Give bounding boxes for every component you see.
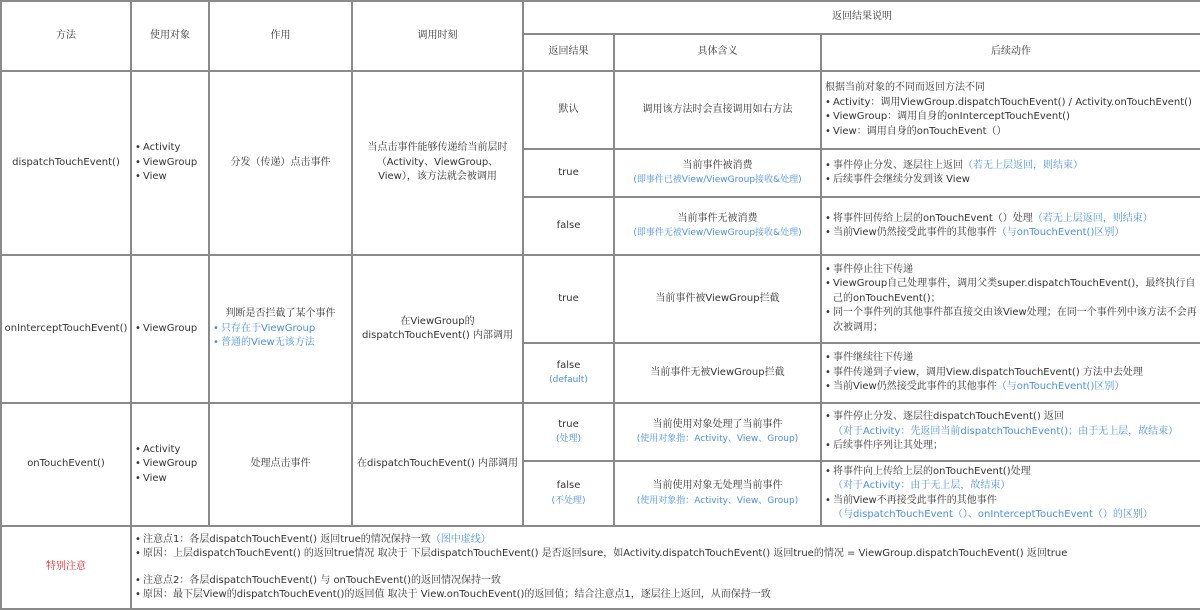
target-cell bbox=[131, 403, 209, 526]
action-item: • View：调用自身的onTouchEvent（） bbox=[825, 125, 1197, 140]
action-item: • 后续事件会继续分发到该 View bbox=[825, 173, 1197, 188]
call-time-cell: 在ViewGroup的dispatchTouchEvent() 内部调用 bbox=[352, 255, 523, 403]
note-item: • 注意点2：各层dispatchTouchEvent() 与 onTouchEvent()的返回情况保持一致 bbox=[135, 574, 1197, 589]
return-value-cell: true bbox=[523, 255, 614, 343]
note-item: • 原因：上层dispatchTouchEvent() 的返回true情况 取决于 下层dispatchTouchEvent() 是否返回sure，如Activity.dispatchTouchEvent() 返回true的情况 = ViewGroup.dispatchTouchEvent() 返回true bbox=[135, 547, 1197, 562]
meaning-cell bbox=[614, 197, 821, 255]
return-value-cell: false bbox=[523, 197, 614, 255]
call-time-cell: 在dispatchTouchEvent() 内部调用 bbox=[352, 403, 523, 526]
return-value-cell bbox=[523, 343, 614, 403]
action-item: • 当前View仍然接受此事件的其他事件（与onTouchEvent()区别） bbox=[825, 226, 1197, 241]
action-item: • 当前View仍然接受此事件的其他事件（与onTouchEvent()区别） bbox=[825, 380, 1197, 395]
target-item: • ViewGroup bbox=[135, 457, 205, 472]
note-item: • 注意点1：各层dispatchTouchEvent() 返回true的情况保持一致（图中虚线） bbox=[135, 533, 1197, 548]
meaning-note: (使用对象指：Activity、View、Group) bbox=[636, 495, 799, 506]
meaning-cell: 调用该方法时会直接调用如右方法 bbox=[614, 71, 821, 149]
meaning-note: (即事件已被View/ViewGroup接收&处理) bbox=[633, 175, 802, 185]
action-item: • 同一个事件列的其他事件都直接交由该View处理；在同一个事件列中该方法不会再次被调用； bbox=[825, 306, 1197, 335]
action-item: • 后续事件序列让其处理； bbox=[825, 439, 1197, 454]
header-meaning: 具体含义 bbox=[614, 34, 821, 71]
action-item: • 事件停止往下传递 bbox=[825, 263, 1197, 278]
target-cell bbox=[131, 71, 209, 255]
special-notes-row bbox=[1, 526, 1200, 609]
action-cell bbox=[821, 461, 1200, 526]
meaning-cell bbox=[614, 149, 821, 197]
action-cell bbox=[821, 149, 1200, 197]
header-purpose: 作用 bbox=[209, 1, 352, 71]
meaning-text: 当前事件无被消费 bbox=[677, 212, 758, 224]
action-item: • 当前View不再接受此事件的其他事件 （与dispatchTouchEvent（）、onInterceptTouchEvent（）的区别） bbox=[825, 494, 1197, 523]
action-item: • Activity：调用ViewGroup.dispatchTouchEvent() / Activity.onTouchEvent() bbox=[825, 96, 1197, 111]
target-item: • ViewGroup bbox=[135, 156, 205, 171]
target-cell bbox=[131, 255, 209, 403]
action-note: （若无上层返回，则结束） bbox=[963, 159, 1083, 171]
header-follow-up: 后续动作 bbox=[821, 34, 1200, 71]
action-cell bbox=[821, 255, 1200, 343]
meaning-note: (即事件无被View/ViewGroup接收&处理) bbox=[633, 228, 802, 238]
call-time-cell: 当点击事件能够传递给当前层时（Activity、ViewGroup、View），该方法就会被调用 bbox=[352, 71, 523, 255]
target-item: • Activity bbox=[135, 443, 205, 458]
header-return-value: 返回结果 bbox=[523, 34, 614, 71]
return-value-cell: true bbox=[523, 149, 614, 197]
note-item: • 原因：最下层View的dispatchTouchEvent()的返回值 取决于 View.onTouchEvent()的返回值；结合注意点1，逐层往上返回，从而保持一致 bbox=[135, 588, 1197, 603]
method-cell: onInterceptTouchEvent() bbox=[1, 255, 131, 403]
meaning-text: 当前使用对象无处理当前事件 bbox=[652, 480, 783, 491]
return-value-text: false bbox=[556, 359, 581, 371]
action-note: （若无上层返回，则结束） bbox=[1032, 212, 1153, 224]
table-row bbox=[1, 255, 1200, 343]
action-subnote: （对于Activity：先返回当前dispatchTouchEvent()；由于无上层，故结束） bbox=[833, 425, 1179, 437]
return-value-cell bbox=[523, 461, 614, 526]
target-item: • ViewGroup bbox=[135, 322, 205, 337]
action-item: • ViewGroup：调用自身的onInterceptTouchEvent() bbox=[825, 110, 1197, 125]
table-row bbox=[1, 71, 1200, 149]
meaning-note: (使用对象指：Activity、View、Group) bbox=[636, 434, 799, 444]
return-value-cell: 默认 bbox=[523, 71, 614, 149]
meaning-cell: 当前事件无被ViewGroup拦截 bbox=[614, 343, 821, 403]
return-value-note: (不处理) bbox=[551, 495, 586, 506]
return-value-text: true bbox=[558, 418, 579, 430]
header-method: 方法 bbox=[1, 1, 131, 71]
action-item: • 将事件回传给上层的onTouchEvent（）处理（若无上层返回，则结束） bbox=[825, 212, 1197, 227]
return-value-note: (default) bbox=[549, 375, 588, 385]
action-item: • 事件停止分发、逐层往dispatchTouchEvent() 返回 （对于Activity：先返回当前dispatchTouchEvent()；由于无上层，故结束） bbox=[825, 410, 1197, 439]
return-value-cell bbox=[523, 403, 614, 461]
action-cell bbox=[821, 197, 1200, 255]
action-cell bbox=[821, 71, 1200, 149]
target-item: • View bbox=[135, 170, 205, 185]
meaning-cell bbox=[614, 403, 821, 461]
purpose-text: 判断是否拦截了某个事件 bbox=[225, 308, 336, 320]
purpose-cell bbox=[209, 255, 352, 403]
meaning-cell bbox=[614, 461, 821, 526]
action-note: （与onTouchEvent()区别） bbox=[996, 381, 1125, 393]
return-value-text: false bbox=[556, 480, 581, 491]
action-item: • ViewGroup自己处理事件，调用父类super.dispatchTouchEvent()，最终执行自己的onTouchEvent()； bbox=[825, 277, 1197, 306]
header-target: 使用对象 bbox=[131, 1, 209, 71]
action-item: • 事件继续往下传递 bbox=[825, 351, 1197, 366]
action-note: （与onTouchEvent()区别） bbox=[996, 227, 1125, 238]
target-item: • View bbox=[135, 472, 205, 487]
purpose-cell: 处理点击事件 bbox=[209, 403, 352, 526]
special-notes-cell bbox=[131, 526, 1200, 609]
purpose-note: • 只存在于ViewGroup bbox=[213, 322, 348, 337]
method-cell: dispatchTouchEvent() bbox=[1, 71, 131, 255]
purpose-cell: 分发（传递）点击事件 bbox=[209, 71, 352, 255]
return-value-note: (处理) bbox=[555, 434, 582, 444]
meaning-cell: 当前事件被ViewGroup拦截 bbox=[614, 255, 821, 343]
note-annotation: （图中虚线） bbox=[430, 533, 491, 545]
target-item: • Activity bbox=[135, 141, 205, 156]
purpose-note: • 普通的View无该方法 bbox=[213, 336, 348, 351]
meaning-text: 当前使用对象处理了当前事件 bbox=[652, 418, 783, 430]
action-cell bbox=[821, 403, 1200, 461]
method-cell: onTouchEvent() bbox=[1, 403, 131, 526]
action-subnote: （与dispatchTouchEvent（）、onInterceptTouchEvent（）的区别） bbox=[833, 509, 1153, 520]
special-label: 特别注意 bbox=[1, 526, 131, 609]
header-return-group: 返回结果说明 bbox=[523, 1, 1200, 34]
action-item: • 将事件向上传给上层的onTouchEvent()处理 （对于Activity：由于无上层，故结束） bbox=[825, 465, 1197, 494]
action-subnote: （对于Activity：由于无上层，故结束） bbox=[833, 480, 1011, 491]
action-item: • 事件传递到子view，调用View.dispatchTouchEvent() 方法中去处理 bbox=[825, 366, 1197, 381]
meaning-text: 当前事件被消费 bbox=[682, 159, 753, 171]
action-cell bbox=[821, 343, 1200, 403]
action-item: • 事件停止分发、逐层往上返回（若无上层返回，则结束） bbox=[825, 159, 1197, 174]
table-row bbox=[1, 403, 1200, 461]
header-call-time: 调用时刻 bbox=[352, 1, 523, 71]
action-intro: 根据当前对象的不同而返回方法不同 bbox=[825, 82, 985, 93]
